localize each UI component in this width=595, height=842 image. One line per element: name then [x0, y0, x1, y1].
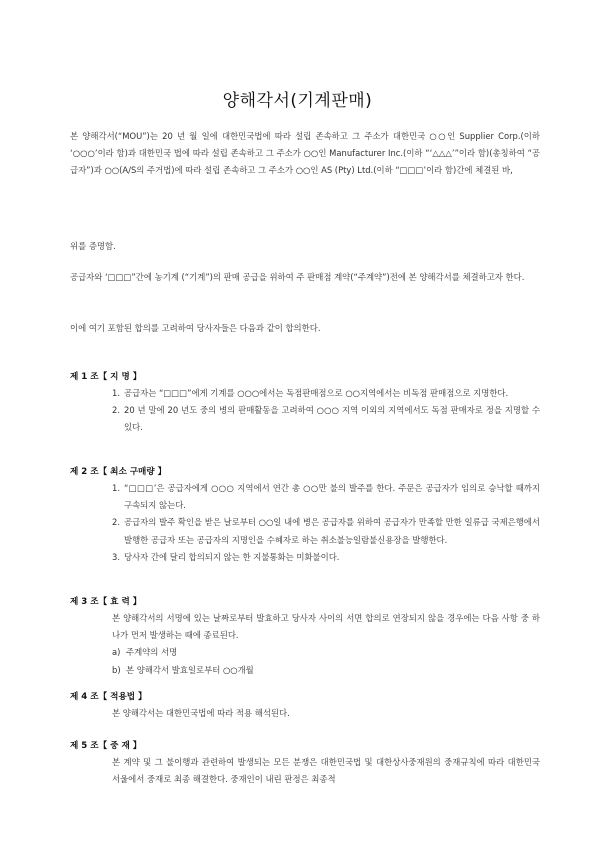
article-heading: 제 3 조【 효 력 】	[70, 597, 142, 607]
article-1	[70, 369, 540, 437]
sub-item-text: 본 양해각서 발효일로부터 ○○개월	[126, 664, 254, 675]
article-text: 본 계약 및 그 불이행과 관련하여 발생되는 모든 분쟁은 대한민국법 및 대한상사중재원의 중재규칙에 따라 대한민국 서울에서 중재로 최종 해결한다. 중재인이 내린 판정은 최종적	[112, 757, 540, 785]
item-text: 당사자 간에 달리 합의되지 않는 한 지불통화는 미화불이다.	[124, 551, 340, 562]
article-4	[70, 689, 540, 722]
article-text: 본 양해각서는 대한민국법에 따라 적용 해석된다.	[112, 708, 290, 718]
article-2	[70, 464, 540, 566]
item-text: 공급자는 “□□□”에게 기계를 ○○○에서는 독점판매점으로 ○○지역에서는 비독점 판매점으로 지명한다.	[124, 388, 509, 398]
sub-item-label: b)	[112, 664, 121, 675]
witness-paragraph: 위를 증명함.	[70, 241, 116, 251]
item-text: 20 년 말에 20 년도 중의 병의 판매활동을 고려하여 ○○○ 지역 이외의 지역에서도 독점 판매자로 정을 지명할 수 있다.	[124, 405, 540, 433]
list-item	[70, 514, 540, 548]
sub-item	[70, 644, 540, 661]
sub-item-text: 주계약의 서명	[126, 647, 178, 658]
article-heading: 제 4 조【 적용법 】	[70, 692, 147, 702]
article-body	[70, 705, 540, 722]
item-number: 2.	[112, 405, 120, 416]
list-item	[70, 549, 540, 566]
article-body	[70, 610, 540, 679]
article-3	[70, 594, 540, 679]
article-body	[70, 754, 540, 788]
item-text: 공급자의 발주 확인을 받은 날로부터 ○○일 내에 병은 공급자를 위하여 공급자가 만족할 만한 일류급 국제은행에서 발행한 공급자 또는 공급자의 지명인을 수혜자로 하는 취소불능일람불신용장을 발행한다.	[124, 517, 540, 545]
list-item	[70, 480, 540, 514]
sub-item	[70, 662, 540, 679]
item-number: 1.	[112, 388, 120, 398]
article-5	[70, 738, 540, 788]
list-item	[70, 385, 540, 402]
item-number: 1.	[112, 483, 120, 493]
item-number: 3.	[112, 551, 120, 562]
article-body	[70, 480, 540, 566]
item-text: “□□□’은 공급자에게 ○○○ 지역에서 연간 총 ○○만 불의 발주를 한다. 주문은 공급자가 임의로 승낙할 때까지 구속되지 않는다.	[124, 483, 540, 511]
sub-item-label: a)	[112, 647, 121, 658]
article-body	[70, 385, 540, 437]
article-text: 본 양해각서의 서명에 있는 날짜로부터 발효하고 당사자 사이의 서면 합의로 연장되지 않을 경우에는 다음 사항 중 하나가 먼저 발생하는 때에 종료된다.	[112, 613, 540, 641]
list-item	[70, 402, 540, 436]
consideration-paragraph: 이에 여기 포함된 합의를 고려하여 당사자들은 다음과 같이 합의한다.	[70, 323, 321, 333]
article-heading: 제 5 조【 중 재 】	[70, 741, 142, 751]
article-heading: 제 1 조【 지 명 】	[70, 372, 142, 382]
intro-paragraph: 본 양해각서(“MOU”)는 20 년 월 일에 대한민국법에 따라 설립 존속하고 그 주소가 대한민국 ○○인 Supplier Corp.(이하 ‘○○○’이라 함)과 대한민국 법에 따라 설립 존속하고 그 주소가 ○○인 Manufacturer Inc.(이하 “‘△△△’”이라 함)(총칭하여 “공급자”)과 ○○(A/S의 주거법)에 따라 설립 존속하고 그 주소가 ○○인 AS (Pty) Ltd.(이하 “□□□’이라 함)간에 체결된 바,	[70, 131, 540, 176]
document-title: 양해각서(기계판매)	[222, 91, 373, 111]
article-heading: 제 2 조【 최소 구매량 】	[70, 467, 167, 477]
item-number: 2.	[112, 517, 120, 528]
purpose-paragraph: 공급자와 ‘□□□”간에 농기계 (“기계”)의 판매 공급을 위하여 주 판매점 계약(“주계약”)전에 본 양해각서를 체결하고자 한다.	[70, 272, 525, 282]
